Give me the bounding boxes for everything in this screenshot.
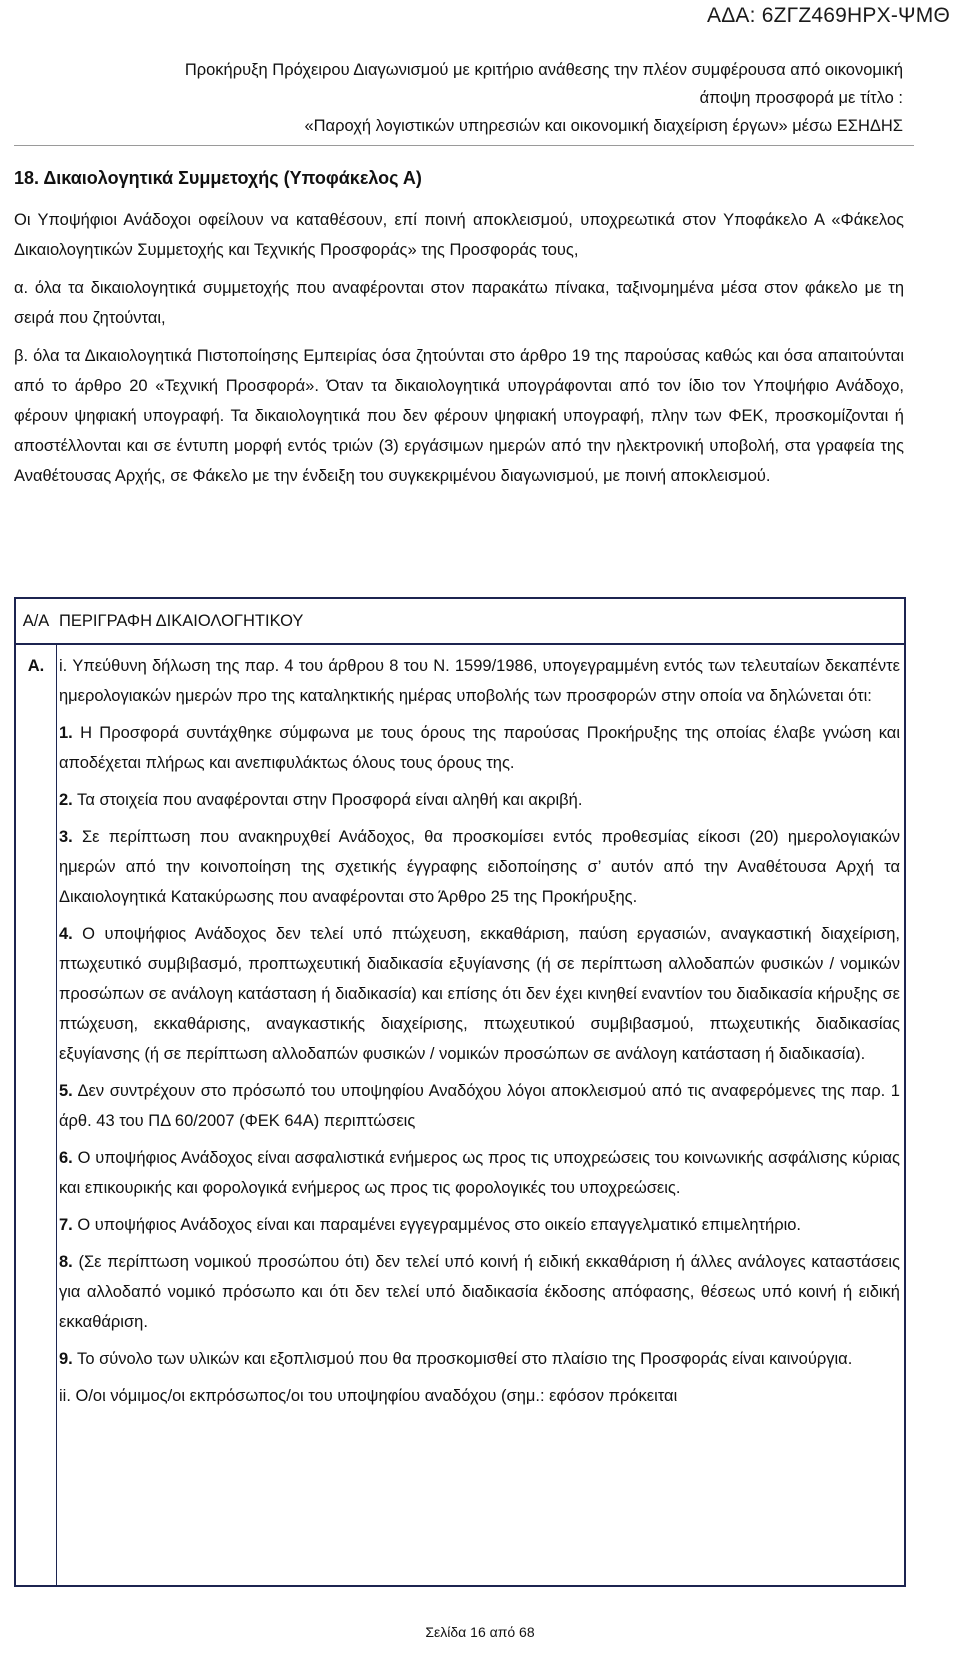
column-header-description: ΠΕΡΙΓΡΑΦΗ ΔΙΚΑΙΟΛΟΓΗΤΙΚΟΥ	[59, 612, 304, 630]
section-item-b: β. όλα τα Δικαιολογητικά Πιστοποίησης Εμπειρίας όσα ζητούνται στο άρθρο 19 της παρούσας καθώς και όσα απαιτούνται από το άρθρο 20 «Τεχνική Προσφορά». Όταν τα δικαιολογητικά υπογράφονται από τον ίδιο τον Υποψήφιο Ανάδοχο, φέρουν ψηφιακή υπογραφή. Τα δικαιολογητικά που δεν φέρουν ψηφιακή υπογραφή, πλην των ΦΕΚ, προσκομίζονται ή αποστέλλονται και σε έντυπη μορφή εντός τριών (3) εργάσιμων ημερών από την ηλεκτρονική υποβολή, στα γραφεία της Αναθέτουσας Αρχής, σε Φάκελο με την ένδειξη του συγκεκριμένου διαγωνισμού, με ποινή αποκλεισμού.	[14, 347, 904, 485]
table-header-row	[16, 599, 904, 645]
list-item-number: 9.	[59, 1350, 73, 1368]
page-number: Σελίδα 16 από 68	[425, 1624, 535, 1640]
list-item	[59, 1247, 900, 1337]
section-heading: 18. Δικαιολογητικά Συμμετοχής (Υποφάκελος Α)	[14, 168, 422, 188]
section-item-a: α. όλα τα δικαιολογητικά συμμετοχής που αναφέρονται στον παρακάτω πίνακα, ταξινομημένα μέσα στον φάκελο με τη σειρά που ζητούνται,	[14, 279, 904, 327]
documents-table	[14, 597, 906, 1587]
list-item	[59, 919, 900, 1069]
section-18	[14, 163, 904, 499]
list-item-text: Δεν συντρέχουν στο πρόσωπό του υποψηφίου Αναδόχου λόγοι αποκλεισμού από τις αναφερόμενες της παρ. 1 άρθ. 43 του ΠΔ 60/2007 (ΦΕΚ 64Α) περιπτώσεις	[59, 1082, 900, 1130]
list-item-number: 4.	[59, 925, 73, 943]
list-item-text: (Σε περίπτωση νομικού προσώπου ότι) δεν τελεί υπό κοινή ή ειδική εκκαθάριση ή άλλες ανάλογες καταστάσεις για αλλοδαπό νομικό πρόσωπο και ότι δεν τελεί υπό διαδικασία έκδοσης απόφασης, θέσεως υπό κοινή ή ειδική εκκαθάριση.	[59, 1253, 900, 1331]
table-row	[59, 651, 900, 1418]
row-letter: Α.	[27, 657, 45, 675]
list-item	[59, 785, 900, 815]
list-item-text: Ο υποψήφιος Ανάδοχος είναι και παραμένει εγγεγραμμένος στο οικείο επαγγελματικό επιμελητήριο.	[72, 1216, 802, 1234]
list-item-text: Η Προσφορά συντάχθηκε σύμφωνα με τους όρους της παρούσας Προκήρυξης της οποίας έλαβε γνώση και αποδέχεται πλήρως και ανεπιφυλάκτως όλους τους όρους της.	[59, 724, 900, 772]
column-divider	[56, 599, 57, 1585]
list-item-number: 1.	[59, 724, 73, 742]
list-item-text: Ο υποψήφιος Ανάδοχος δεν τελεί υπό πτώχευση, εκκαθάριση, παύση εργασιών, αναγκαστική διαχείριση, πτωχευτικό συμβιβασμό, προπτωχευτική διαδικασία εξυγίανσης (ή σε περίπτωση αλλοδαπών φυσικών / νομικών προσώπων σε ανάλογη κατάσταση ή διαδικασία) και επίσης ότι δεν έχει κινηθεί εναντίον του διαδικασία κήρυξης σε πτώχευση, εκκαθάρισης, αναγκαστικής διαχείρισης, πτωχευτικού συμβιβασμού, πτωχευτικής διαδικασίας εξυγίανσης (ή σε περίπτωση αλλοδαπών φυσικών / νομικών προσώπων σε ανάλογη κατάσταση ή διαδικασία).	[59, 925, 900, 1063]
list-item-number: 3.	[59, 828, 73, 846]
header-divider	[14, 145, 914, 146]
list-item	[59, 1076, 900, 1136]
list-item-text: Το σύνολο των υλικών και εξοπλισμού που θα προσκομισθεί στο πλαίσιο της Προσφοράς είναι καινούργια.	[72, 1350, 853, 1368]
column-header-aa: Α/Α	[22, 612, 50, 630]
list-item-number: 6.	[59, 1149, 73, 1167]
list-item-number: 5.	[59, 1082, 73, 1100]
document-header	[0, 56, 903, 140]
list-item	[59, 718, 900, 778]
list-item	[59, 1344, 900, 1374]
list-item	[59, 1143, 900, 1203]
ada-code: ΑΔΑ: 6ΖΓΖ469ΗΡΧ-ΨΜΘ	[707, 4, 950, 27]
row-last-line: ii. Ο/οι νόμιμος/οι εκπρόσωπος/οι του υποψηφίου αναδόχου (σημ.: εφόσον πρόκειται	[59, 1387, 678, 1405]
header-line-2: άποψη προσφορά με τίτλο :	[699, 89, 903, 107]
list-item-text: Σε περίπτωση που ανακηρυχθεί Ανάδοχος, θα προσκομίσει εντός προθεσμίας είκοσι (20) ημερολογιακών ημερών από την κοινοποίηση της σχετικής έγγραφης ειδοποίησης σ’ αυτόν από την Αναθέτουσα Αρχή τα Δικαιολογητικά Κατακύρωσης που αναφέρονται στο Άρθρο 25 της Προκήρυξης.	[59, 828, 900, 906]
header-line-3: «Παροχή λογιστικών υπηρεσιών και οικονομική διαχείριση έργων» μέσω ΕΣΗΔΗΣ	[304, 117, 903, 135]
list-item-number: 7.	[59, 1216, 73, 1234]
list-item-text: Τα στοιχεία που αναφέρονται στην Προσφορά είναι αληθή και ακριβή.	[72, 791, 583, 809]
list-item-number: 8.	[59, 1253, 73, 1271]
list-item-number: 2.	[59, 791, 73, 809]
list-item	[59, 822, 900, 912]
row-intro: i. Υπεύθυνη δήλωση της παρ. 4 του άρθρου 8 του Ν. 1599/1986, υπογεγραμμένη εντός των τελευταίων δεκαπέντε ημερολογιακών ημερών προ της καταληκτικής ημέρας υποβολής των προσφορών στην οποία να δηλώνεται ότι:	[59, 657, 900, 705]
list-item-text: Ο υποψήφιος Ανάδοχος είναι ασφαλιστικά ενήμερος ως προς τις υποχρεώσεις του κοινωνικής ασφάλισης κύριας και επικουρικής και φορολογικά ενήμερος ως προς τις φορολογικές του υποχρεώσεις.	[59, 1149, 900, 1197]
section-intro: Οι Υποψήφιοι Ανάδοχοι οφείλουν να καταθέσουν, επί ποινή αποκλεισμού, υποχρεωτικά στον Υποφάκελο Α «Φάκελος Δικαιολογητικών Συμμετοχής και Τεχνικής Προσφοράς» της Προσφοράς τους,	[14, 211, 904, 259]
header-line-1: Προκήρυξη Πρόχειρου Διαγωνισμού με κριτήριο ανάθεσης την πλέον συμφέρουσα από οικονομική	[184, 61, 903, 79]
list-item	[59, 1210, 900, 1240]
